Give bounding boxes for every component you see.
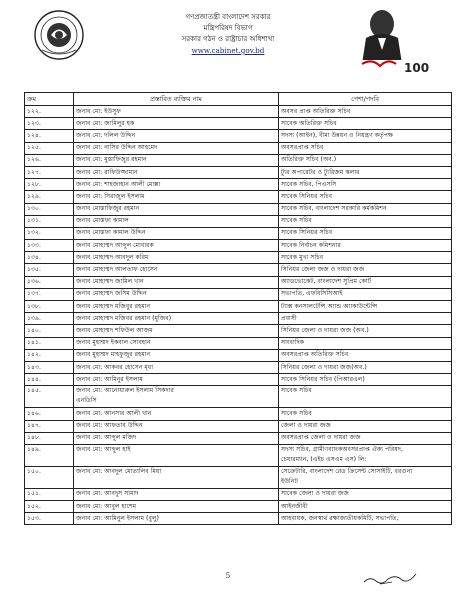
- name-cell: জনাব মো: আনসার আলী খান: [74, 408, 279, 420]
- cell-line: চেয়ারম্যান, (এইচ এসএম এস) লি:: [281, 455, 367, 463]
- serial-cell: ১২৯.: [25, 191, 74, 203]
- table-row: [25, 288, 452, 300]
- serial-cell: ১৩৬.: [25, 276, 74, 288]
- profession-cell: [279, 444, 452, 466]
- table-row: [25, 215, 452, 227]
- column-header-profession: পেশা/পদবি: [279, 93, 452, 106]
- letterhead: [0, 0, 456, 88]
- name-cell: জনাব মো: আমিনুল ইসলাম (বুলু): [74, 513, 279, 525]
- table-row: [25, 191, 452, 203]
- profession-cell: সিনিয়র জেলা ও দায়রা জজ (অব.): [279, 325, 452, 337]
- profession-cell: প্রবাসী: [279, 313, 452, 325]
- column-header-name: প্রস্তাবিত ব্যক্তির নাম: [74, 93, 279, 106]
- cell-line: সদস্য সচিব, গ্রামীণব্যাংকঅবসরপ্রাপ্ত ঐক্য পরিষদ,: [281, 445, 403, 453]
- serial-cell: ১৩০.: [25, 203, 74, 215]
- website-link[interactable]: www.cabinet.gov.bd: [191, 46, 265, 55]
- serial-cell: ১২২.: [25, 106, 74, 118]
- profession-cell: সাবেক নির্বাচন কমিশনার: [279, 240, 452, 252]
- table-row: [25, 179, 452, 191]
- profession-cell: সাবেক সচিব, বাংলাদেশ সরকারি কর্মকমিশন: [279, 203, 452, 215]
- government-name: গণপ্রজাতন্ত্রী বাংলাদেশ সরকার: [185, 13, 271, 21]
- table-row: [25, 240, 452, 252]
- profession-cell: সাবেক সিনিয়র সচিব: [279, 191, 452, 203]
- name-cell: জনাব মো: আব্দুল হাই: [74, 444, 279, 466]
- name-cell: জনাব মোহাম্মদ জসিম উদ্দিন: [74, 288, 279, 300]
- name-cell: জনাব মো: সিরাজুল ইসলাম: [74, 191, 279, 203]
- serial-cell: ১৩৮.: [25, 301, 74, 313]
- name-cell: জনাব মুহাম্মদ ইকবাল সোবহান: [74, 337, 279, 349]
- name-cell: [74, 386, 279, 408]
- table-row: [25, 466, 452, 488]
- name-cell: জনাব মোস্তফা কামাল উদ্দিন: [74, 227, 279, 239]
- name-cell: জনাব মোস্তফা কামাল: [74, 215, 279, 227]
- serial-cell: ১৪৬.: [25, 408, 74, 420]
- profession-cell: সদস্য (আইন), বীমা উন্নয়ন ও নিয়ন্ত্রণ কর্তৃপক্ষ: [279, 130, 452, 142]
- name-cell: জনাব মো: আবদুল মোতালিব মিয়া: [74, 466, 279, 488]
- table-row: [25, 420, 452, 432]
- name-cell: জনাব মো: আবুল হাশেম: [74, 501, 279, 513]
- name-cell: জনাব মো: আব্দুল মজিদ: [74, 432, 279, 444]
- table-row: [25, 374, 452, 386]
- profession-cell: সভাপতি, এফবিসিসিআই: [279, 288, 452, 300]
- table-header-row: [25, 93, 452, 106]
- table-row: [25, 337, 452, 349]
- name-cell: জনাব মোহাম্মদ আব্দুল মোবারক: [74, 240, 279, 252]
- name-cell: জনাব মো: আমিনুর ইসলাম: [74, 374, 279, 386]
- handwritten-signature: [362, 570, 418, 586]
- logo-number: 100: [404, 61, 430, 75]
- serial-cell: ১৫২.: [25, 501, 74, 513]
- table-row: [25, 252, 452, 264]
- profession-cell: জেলা ও দায়রা জজ: [279, 420, 452, 432]
- serial-cell: ১২৬.: [25, 154, 74, 166]
- profession-cell: অবসর প্রাপ্ত অতিরিক্ত সচিব: [279, 106, 452, 118]
- name-cell: জনাব মো: শাহজাহান আলী মোল্লা: [74, 179, 279, 191]
- division-name: মন্ত্রিপরিষদ বিভাগ: [203, 24, 253, 32]
- name-cell: জনাব মোহাম্মদ শফিউল আজম: [74, 325, 279, 337]
- name-cell: জনাব মোহাম্মদ মজিবুর রহমান: [74, 301, 279, 313]
- page-number: 5: [225, 572, 231, 580]
- profession-cell: সাবেক জেলা ও দায়রা জজ: [279, 488, 452, 500]
- name-cell: জনাব মো: ইউসুফ: [74, 106, 279, 118]
- serial-cell: ১৪৭.: [25, 420, 74, 432]
- branch-name: সরকার গঠন ও রাষ্ট্রাচার অধিশাখা: [181, 35, 275, 43]
- profession-cell: আইনজীবী: [279, 501, 452, 513]
- table-row: [25, 154, 452, 166]
- serial-cell: ১৩৫.: [25, 264, 74, 276]
- serial-cell: ১৩১.: [25, 215, 74, 227]
- serial-cell: ১৩৯.: [25, 313, 74, 325]
- profession-cell: সাবেক সিনিয়র সচিব: [279, 227, 452, 239]
- table-row: [25, 444, 452, 466]
- profession-cell: সাবেক সচিব: [279, 215, 452, 227]
- table-row: [25, 264, 452, 276]
- profession-cell: অতিরিক্ত সচিব (অব.): [279, 154, 452, 166]
- name-cell: জনাব মো: রাফিউজ্জামান: [74, 166, 279, 178]
- serial-cell: ১৫১.: [25, 488, 74, 500]
- profession-cell: সাবেক মুখ্য সচিব: [279, 252, 452, 264]
- table-row: [25, 313, 452, 325]
- cell-line: এনডিসি: [76, 397, 97, 405]
- serial-cell: ১৫৩.: [25, 513, 74, 525]
- profession-cell: অ্যাডভোকেট, বাংলাদেশ সুপ্রিম কোর্ট: [279, 276, 452, 288]
- table-row: [25, 513, 452, 525]
- name-cell: জনাব মোহাম্মদ আবদুল করিম: [74, 252, 279, 264]
- profession-cell: ট্যুর অপারেটর ও ট্যুরিজম স্কলার: [279, 166, 452, 178]
- table-row: [25, 166, 452, 178]
- profession-cell: সাবেক সচিব: [279, 408, 452, 420]
- table-row: [25, 386, 452, 408]
- table-row: [25, 106, 452, 118]
- name-cell: জনাব মোহাম্মদ মজিবর রহমান (মুজিব): [74, 313, 279, 325]
- serial-cell: ১৪১.: [25, 337, 74, 349]
- table-row: [25, 301, 452, 313]
- name-cell: জনাব মো: জামিলুর হক: [74, 118, 279, 130]
- serial-cell: ১৩৪.: [25, 252, 74, 264]
- serial-cell: ১৪৮.: [25, 432, 74, 444]
- profession-cell: অবসরপ্রাপ্ত জেলা ও দায়রা জজ: [279, 432, 452, 444]
- profession-cell: সাবেক সচিব, পিএসসি: [279, 179, 452, 191]
- serial-cell: ১২৪.: [25, 130, 74, 142]
- cell-line: সেক্রেটারি, বাংলাদেশ রেড ক্রিসেন্ট সোসাইটি, বরগুনা: [281, 467, 413, 475]
- profession-cell: সিনিয়র জেলা জজ ও দায়রা জজ: [279, 264, 452, 276]
- name-cell: জনাব মো: আকবর হোসেন মৃধা: [74, 361, 279, 373]
- serial-cell: ১২৩.: [25, 118, 74, 130]
- serial-cell: ১৩৭.: [25, 288, 74, 300]
- mujib-borsho-portrait-logo: [356, 4, 430, 76]
- serial-cell: ১৪৯.: [25, 444, 74, 466]
- government-seal-icon: [34, 10, 84, 60]
- profession-cell: আহবায়ক, জনস্বার্থ রক্ষাজাতীয়কমিটি, সভাপতি,: [279, 513, 452, 525]
- profession-cell: অবসরপ্রাপ্ত সচিব: [279, 142, 452, 154]
- table-row: [25, 408, 452, 420]
- serial-cell: ১২৮.: [25, 179, 74, 191]
- serial-cell: ১৪০.: [25, 325, 74, 337]
- name-cell: জনাব মো: আফতাব উদ্দিন: [74, 420, 279, 432]
- name-cell: জনাব মোস্তাফিজুর রহমান: [74, 203, 279, 215]
- profession-cell: সিনিয়র জেলা ও দায়রা জজ(অব.): [279, 361, 452, 373]
- table-row: [25, 130, 452, 142]
- name-cell: জনাব মো: আবদুস সামাদ: [74, 488, 279, 500]
- name-cell: জনাব মোহাম্মদ জামিল খান: [74, 276, 279, 288]
- table-row: [25, 488, 452, 500]
- profession-cell: সাবেক সিনিয়র সচিব (পিআরএল): [279, 374, 452, 386]
- table-row: [25, 432, 452, 444]
- name-cell: জনাব মো: মুস্তাফিজুর রহমান: [74, 154, 279, 166]
- table-row: [25, 349, 452, 361]
- table-row: [25, 325, 452, 337]
- serial-cell: ১৫০.: [25, 466, 74, 488]
- cell-line: ইউনিট: [281, 477, 298, 485]
- cell-line: জনাব মো: আনোয়ারুল ইসলাম সিকদার: [76, 387, 174, 395]
- serial-cell: ১৩৩.: [25, 240, 74, 252]
- profession-cell: সাবেক সচিব: [279, 386, 452, 408]
- table-row: [25, 203, 452, 215]
- profession-cell: ট্যাক্স কনসালটেন্সি অ্যান্ড অ্যাকাউন্টেন্সি: [279, 301, 452, 313]
- profession-cell: সাবেক অতিরিক্ত সচিব: [279, 118, 452, 130]
- serial-cell: ১৪৩.: [25, 361, 74, 373]
- name-cell: জনাব মুহাম্মদ মাহফুজুর রহমান: [74, 349, 279, 361]
- letterhead-text: [110, 12, 346, 56]
- column-header-serial: ক্রম: [25, 93, 74, 106]
- serial-cell: ১২৫.: [25, 142, 74, 154]
- name-cell: জনাব মোহাম্মদ আলতাফ হোসেন: [74, 264, 279, 276]
- serial-cell: ১৩২.: [25, 227, 74, 239]
- serial-cell: ১৪৫.: [25, 386, 74, 408]
- table-row: [25, 118, 452, 130]
- table-row: [25, 227, 452, 239]
- name-cell: জনাব মো: নাসির উদ্দিন আহমেদ: [74, 142, 279, 154]
- name-cell: জনাব মো: দলিল উদ্দিন: [74, 130, 279, 142]
- table-row: [25, 361, 452, 373]
- profession-cell: অবসরপ্রাপ্ত অতিরিক্ত সচিব: [279, 349, 452, 361]
- serial-cell: ১৪৪.: [25, 374, 74, 386]
- table-row: [25, 501, 452, 513]
- profession-cell: [279, 466, 452, 488]
- nominee-table: [24, 92, 452, 525]
- serial-cell: ১২৭.: [25, 166, 74, 178]
- table-row: [25, 142, 452, 154]
- profession-cell: সাংবাদিক: [279, 337, 452, 349]
- table-row: [25, 276, 452, 288]
- serial-cell: ১৪২.: [25, 349, 74, 361]
